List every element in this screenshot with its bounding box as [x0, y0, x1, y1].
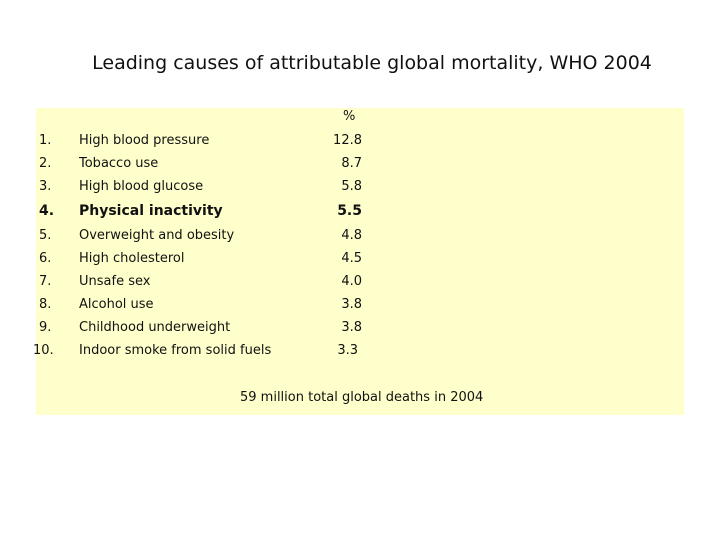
- percent-value: 5.5: [337, 203, 362, 219]
- risk-factor-label: Overweight and obesity: [79, 228, 235, 243]
- list-item: [0, 320, 720, 340]
- percent-value: 5.8: [341, 179, 362, 194]
- list-item-highlighted: [0, 203, 720, 223]
- risk-factor-label: Tobacco use: [79, 156, 159, 171]
- rank-number: 1.: [39, 133, 52, 148]
- rank-number: 6.: [39, 251, 52, 266]
- risk-factor-label: Indoor smoke from solid fuels: [79, 343, 272, 358]
- percent-value: 12.8: [333, 133, 362, 148]
- rank-number: 9.: [39, 320, 52, 335]
- percent-value: 4.5: [341, 251, 362, 266]
- list-item: [0, 228, 720, 248]
- percent-value: 3.8: [341, 297, 362, 312]
- list-item: [0, 156, 720, 176]
- page-title: Leading causes of attributable global mortality, WHO 2004: [92, 52, 652, 74]
- rank-number: 5.: [39, 228, 52, 243]
- rank-number: 4.: [39, 203, 55, 219]
- rank-number: 8.: [39, 297, 52, 312]
- risk-factor-label: High blood pressure: [79, 133, 210, 148]
- list-item: [0, 251, 720, 271]
- percent-value: 4.0: [341, 274, 362, 289]
- percent-value: 8.7: [341, 156, 362, 171]
- footnote-total-deaths: 59 million total global deaths in 2004: [240, 390, 484, 405]
- percent-value: 4.8: [341, 228, 362, 243]
- rank-number: 7.: [39, 274, 52, 289]
- percent-column-header: %: [343, 109, 356, 124]
- percent-value: 3.3: [337, 343, 358, 358]
- risk-factor-label: High blood glucose: [79, 179, 204, 194]
- percent-value: 3.8: [341, 320, 362, 335]
- rank-number: 2.: [39, 156, 52, 171]
- rank-number: 3.: [39, 179, 52, 194]
- risk-factor-label: Childhood underweight: [79, 320, 231, 335]
- risk-factor-label: Alcohol use: [79, 297, 154, 312]
- list-item: [0, 343, 720, 363]
- rank-number: 10.: [33, 343, 54, 358]
- list-item: [0, 179, 720, 199]
- list-item: [0, 297, 720, 317]
- list-item: [0, 274, 720, 294]
- risk-factor-label: Physical inactivity: [79, 203, 223, 219]
- risk-factor-label: High cholesterol: [79, 251, 185, 266]
- risk-factor-label: Unsafe sex: [79, 274, 151, 289]
- list-item: [0, 133, 720, 153]
